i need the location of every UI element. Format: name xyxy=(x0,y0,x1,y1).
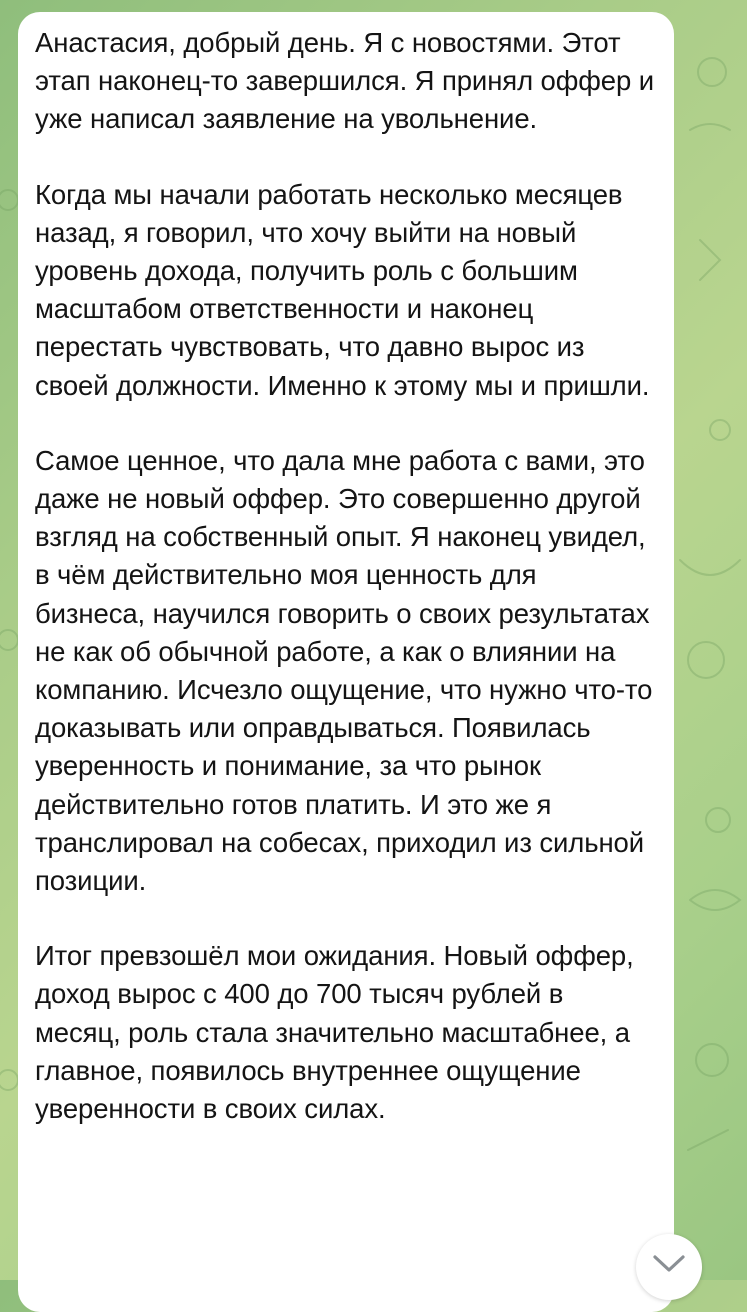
message-paragraph: Самое ценное, что дала мне работа с вами, это даже не новый оффер. Это совершенно другой взгляд на собственный опыт. Я наконец увидел, в чём действительно моя ценность для бизнеса, научился говорить о своих результатах не как об обычной работе, а как о влиянии на компанию. Исчезло ощущение, что нужно что-то доказывать или оправдываться. Появилась уверенность и понимание, за что рынок действительно готов платить. И это же я транслировал на собесах, приходил из сильной позиции. xyxy=(35,444,653,897)
message-paragraph: Итог превзошёл мои ожидания. Новый оффер, доход вырос с 400 до 700 тысяч рублей в месяц, роль стала значительно масштабнее, а главное, появилось внутреннее ощущение уверенности в своих силах. xyxy=(35,940,634,1125)
scroll-down-button[interactable] xyxy=(636,1234,702,1300)
message-paragraph: Анастасия, добрый день. Я с новостями. Этот этап наконец-то завершился. Я принял оффер и уже написал заявление на увольнение. xyxy=(35,27,654,135)
message-paragraph: Когда мы начали работать несколько месяцев назад, я говорил, что хочу выйти на новый уровень дохода, получить роль с большим масштабом ответственности и наконец перестать чувствовать, что давно вырос из своей должности. Именно к этому мы и пришли. xyxy=(35,178,650,401)
chevron-down-icon xyxy=(652,1254,686,1274)
message-bubble[interactable] xyxy=(18,12,674,1312)
